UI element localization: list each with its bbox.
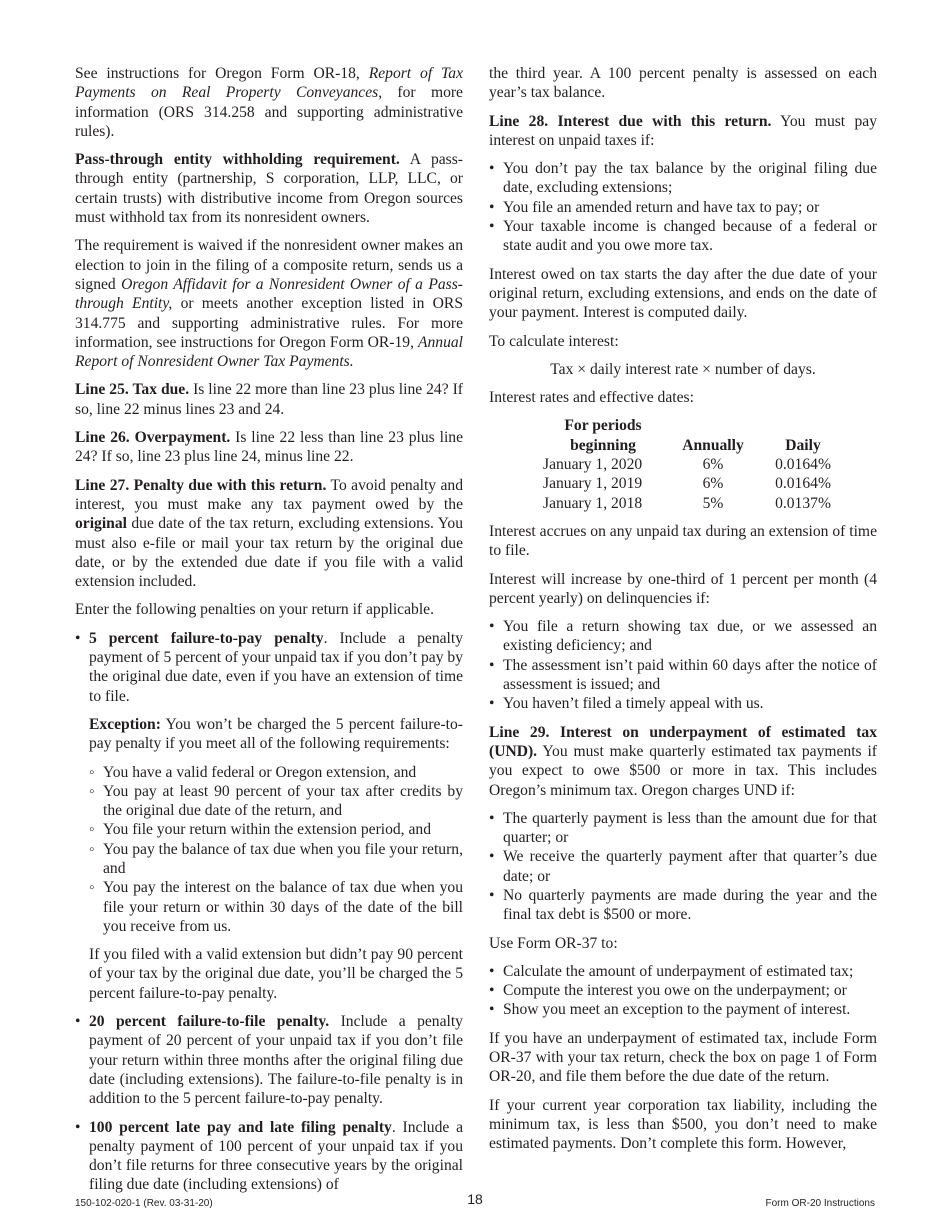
list-item (489, 962, 877, 981)
list-item (89, 840, 463, 879)
text-run: or meets another exception listed in ORS 314.775 and supporting administrative rules. For more information, see instructions for Oregon Form OR-19, (75, 295, 463, 351)
interest-rate-table (543, 416, 843, 512)
list-item (489, 617, 877, 656)
bold-text: Line 28. Interest due with this return. (489, 112, 772, 130)
text-run: To avoid penalty and interest, you must make any tax payment owed by the (75, 476, 464, 513)
text-run: You won’t be charged the 5 percent failure-to-pay penalty if you meet all of the following requirements: (89, 715, 463, 753)
text-run: The quarterly payment is less than the amount due for that quarter; or (503, 809, 877, 847)
text-run: The requirement is waived if the nonresident owner makes an election to join in the filing of a composite return, sends us a signed (75, 237, 463, 293)
right-column (489, 64, 877, 1163)
text-run: A pass-through entity (partnership, S corporation, LLP, LLC, or certain trusts) with distributive income from Oregon sources must withhold tax from its nonresident owners. (75, 151, 463, 227)
bold-text: Line 25. Tax due. (75, 381, 190, 399)
footer-title: Form OR-20 Instructions (765, 1198, 875, 1209)
text-run: Show you meet an exception to the payment of interest. (503, 1001, 851, 1019)
text-run: for more information (ORS 314.258 and supporting administrative rules). (75, 84, 463, 140)
text-run: Calculate the amount of underpayment of estimated tax; (503, 962, 854, 980)
text-run: Interest will increase by one-third of 1 percent per month (4 percent yearly) on delinquencies if: (489, 570, 877, 607)
text-run: If your current year corporation tax liability, including the minimum tax, is less than $500, you don’t need to make estimated payments. Don’t complete this form. However, (489, 1096, 877, 1153)
text-run: You have a valid federal or Oregon extension, and (103, 763, 417, 781)
bold-text: original (75, 515, 127, 533)
list-item (489, 847, 877, 886)
text-run: . Include a penalty payment of 100 percent of your unpaid tax if you don’t file returns for three consecutive years by the original filing due date (including extensions) of (89, 1118, 464, 1194)
paragraph (489, 64, 877, 103)
list-item (489, 217, 877, 256)
paragraph (489, 388, 877, 407)
text-run: See instructions for Oregon Form OR-18, (75, 65, 369, 82)
paragraph (489, 112, 877, 151)
text-run: . Include a penalty payment of 5 percent of your unpaid tax if you don’t pay by the original due date, even if you have an extension of time to file. (89, 629, 463, 705)
bullet-list (489, 962, 877, 1020)
list-item (89, 820, 463, 839)
paragraph (489, 934, 877, 953)
table-row (543, 494, 843, 513)
text-run: You haven’t filed a timely appeal with us. (503, 695, 764, 713)
paragraph (75, 236, 463, 371)
paragraph (75, 64, 463, 141)
bullet-list (489, 809, 877, 925)
paragraph (489, 1029, 877, 1087)
text-run: Use Form OR-37 to: (489, 934, 618, 952)
list-item (489, 159, 877, 198)
paragraph (489, 723, 877, 800)
page-number: 18 (467, 1191, 483, 1207)
italic-text: Annual Report of Nonresident Owner Tax Payments. (75, 333, 463, 371)
list-item (75, 1012, 463, 1108)
text-run: Is line 22 less than line 23 plus line 24? If so, line 23 plus line 24, minus line 22. (75, 429, 463, 466)
paragraph (489, 522, 877, 561)
text-run: If you filed with a valid extension but didn’t pay 90 percent of your tax by the original due date, you’ll be charged the 5 percent failure-to-pay penalty. (89, 946, 463, 1002)
text-run: You pay at least 90 percent of your tax after credits by the original due date of the return, and (103, 782, 463, 820)
text-run: You must make quarterly estimated tax payments if you expect to owe $500 or more in tax. This includes Oregon’s minimum tax. Oregon charges UND if: (489, 742, 877, 799)
list-item (489, 694, 877, 713)
text-run: the third year. A 100 percent penalty is assessed on each year’s tax balance. (489, 65, 877, 102)
list-item (89, 763, 463, 782)
paragraph (89, 715, 463, 754)
paragraph (489, 332, 877, 351)
text-run: Tax × daily interest rate × number of days. (550, 360, 816, 378)
paragraph (89, 945, 463, 1003)
list-item (489, 1000, 877, 1019)
bold-text: Line 26. Overpayment. (75, 429, 231, 447)
italic-text: Oregon Affidavit for a Nonresident Owner of a Pass-through Entity, (75, 275, 463, 313)
bold-text: Line 27. Penalty due with this return. (75, 476, 327, 494)
text-run: Include a penalty payment of 20 percent of your unpaid tax if you don’t file your return within three months after the original filing due date (including extensions). The failure-to-file penalty is in addition to the 5 percent failure-to-pay penalty. (89, 1013, 463, 1108)
table-row (543, 474, 843, 493)
table-cell: January 1, 2019 (543, 475, 643, 493)
list-item (89, 878, 463, 936)
text-run: No quarterly payments are made during the year and the final tax debt is $500 or more. (503, 886, 877, 924)
bullet-list (89, 763, 463, 937)
list-item (489, 809, 877, 848)
text-run: Compute the interest you owe on the underpayment; or (503, 982, 847, 1000)
bold-text: Pass-through entity withholding requirement. (75, 151, 400, 169)
text-run: Interest rates and effective dates: (489, 389, 694, 407)
bullet-list (489, 617, 877, 713)
text-run: You pay the interest on the balance of tax due when you file your return or within 30 days of the date of the bill you receive from us. (103, 879, 463, 935)
paragraph (489, 360, 877, 379)
italic-text: Report of Tax Payments on Real Property Conveyances, (75, 65, 464, 102)
bullet-list (489, 159, 877, 255)
bold-text: Line 29. Interest on underpayment of estimated tax (UND). (489, 723, 877, 760)
text-run: The assessment isn’t paid within 60 days after the notice of assessment is issued; and (503, 656, 877, 694)
table-cell: January 1, 2018 (543, 494, 643, 512)
bullet-list (75, 1012, 463, 1195)
text-run: You file your return within the extension period, and (103, 821, 431, 839)
paragraph (489, 1096, 877, 1154)
text-run: You don’t pay the tax balance by the original filing due date, excluding extensions; (503, 160, 877, 197)
text-run: due date of the tax return, excluding extensions. You must also e-file or mail your tax return by the original due date, or by the extended due date if you file with a valid extension included. (75, 515, 463, 591)
text-run: Enter the following penalties on your return if applicable. (75, 601, 434, 619)
text-run: You file an amended return and have tax to pay; or (503, 198, 820, 216)
paragraph (75, 150, 463, 227)
paragraph (75, 600, 463, 619)
table-cell: 6% (702, 456, 724, 474)
form-number: 150-102-020-1 (Rev. 03-31-20) (75, 1198, 213, 1209)
text-run: Interest accrues on any unpaid tax during an extension of time to file. (489, 522, 877, 560)
text-run: Is line 22 more than line 23 plus line 24? If so, line 22 minus lines 23 and 24. (75, 381, 463, 418)
paragraph (75, 380, 463, 419)
table-row (543, 455, 843, 474)
bullet-list (75, 629, 463, 706)
bold-text: 5 percent failure-to-pay penalty (89, 629, 324, 647)
list-item (489, 886, 877, 925)
paragraph (75, 476, 463, 592)
list-item (89, 782, 463, 821)
table-header: Annually (682, 436, 744, 454)
list-item (489, 656, 877, 695)
table-cell: 5% (702, 494, 724, 512)
table-cell: 0.0164% (775, 456, 831, 474)
table-cell: 0.0137% (775, 494, 831, 512)
paragraph (489, 265, 877, 323)
left-column (75, 64, 463, 1204)
list-item (489, 198, 877, 217)
text-run: To calculate interest: (489, 332, 619, 350)
paragraph (75, 428, 463, 467)
text-run: Your taxable income is changed because of a federal or state audit and you owe more tax. (503, 218, 877, 255)
table-cell: January 1, 2020 (543, 456, 643, 474)
text-run: You pay the balance of tax due when you file your return, and (103, 840, 463, 877)
text-run: You file a return showing tax due, or we assessed an existing deficiency; and (503, 618, 877, 655)
bold-text: 100 percent late pay and late filing penalty (89, 1118, 392, 1136)
text-run: Interest owed on tax starts the day after the due date of your original return, excluding extensions, and ends on the date of your payment. Interest is computed daily. (489, 265, 877, 322)
table-header: For periods beginning (564, 417, 642, 454)
text-run: We receive the quarterly payment after that quarter’s due date; or (503, 848, 877, 885)
table-cell: 6% (702, 475, 724, 493)
bold-text: 20 percent failure-to-file penalty. (89, 1013, 330, 1031)
table-cell: 0.0164% (775, 475, 831, 493)
list-item (489, 981, 877, 1000)
list-item (75, 629, 463, 706)
bold-text: Exception: (89, 715, 161, 733)
text-run: You must pay interest on unpaid taxes if: (489, 112, 877, 149)
table-header: Daily (785, 436, 821, 454)
text-run: If you have an underpayment of estimated tax, include Form OR-37 with your tax return, check the box on page 1 of Form OR-20, and file them before the due date of the return. (489, 1029, 877, 1086)
list-item (75, 1118, 463, 1195)
paragraph (489, 570, 877, 609)
